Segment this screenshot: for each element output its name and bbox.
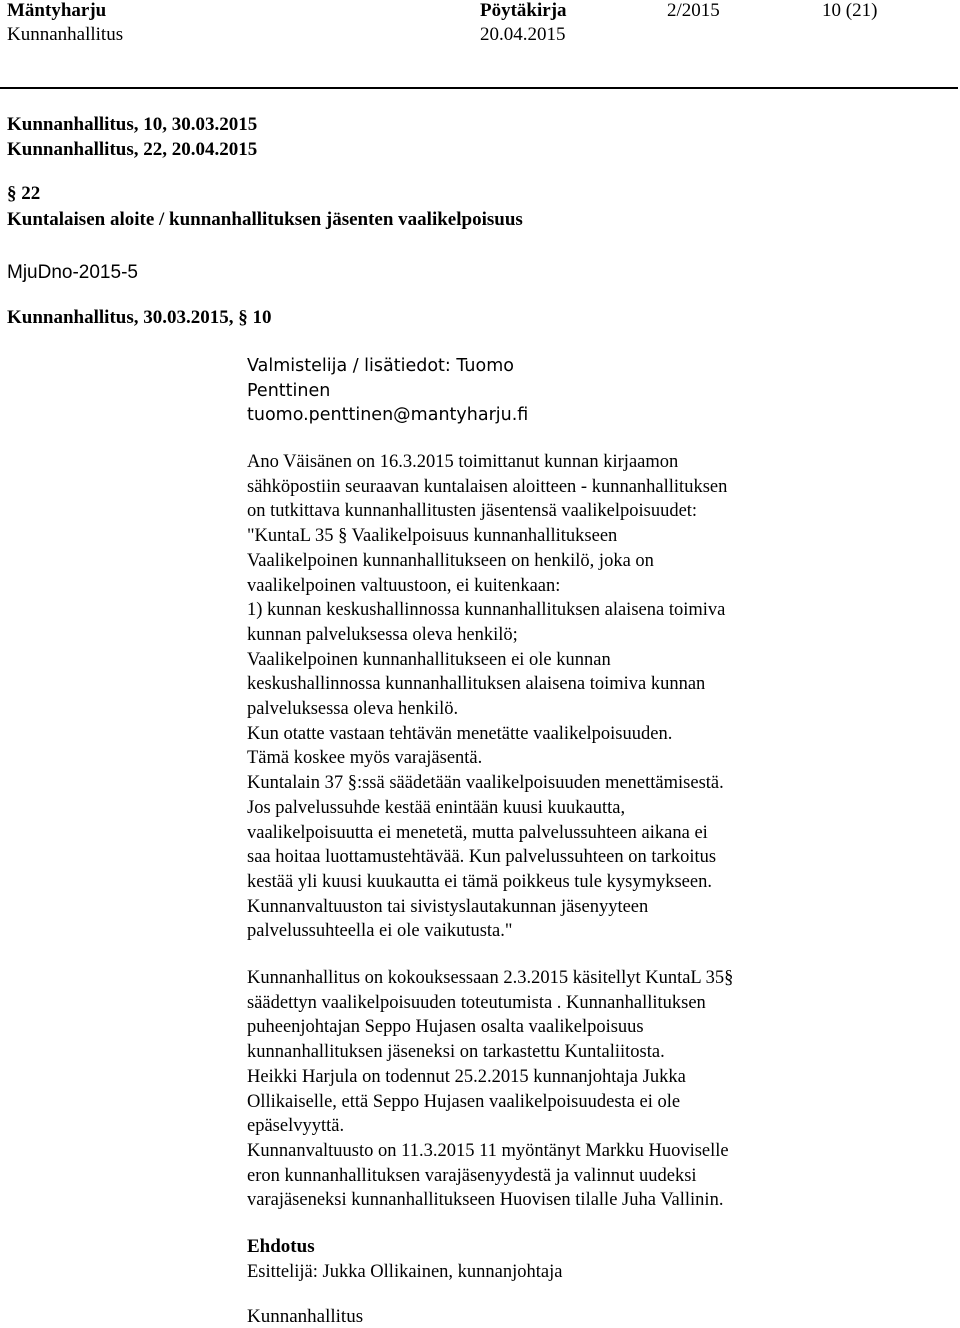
body-line: Kunnanvaltuuston tai sivistyslautakunnan jäsenyyteen xyxy=(247,896,649,917)
body-line: keskushallinnossa kunnanhallituksen alaisena toimiva kunnan xyxy=(247,674,706,695)
document-type: Pöytäkirja xyxy=(480,0,567,21)
body-line: Ano Väisänen on 16.3.2015 toimittanut kunnan kirjaamon xyxy=(247,452,679,472)
section-number: § 22 xyxy=(7,183,41,204)
document-header xyxy=(0,0,960,48)
history-line: Kunnanhallitus, 10, 30.03.2015 xyxy=(7,114,258,135)
body-line: Ollikaiselle, että Seppo Hujasen vaalikelpoisuudesta ei ole xyxy=(247,1091,681,1112)
document-date: 20.04.2015 xyxy=(480,24,566,45)
body-line: eron kunnanhallituksen varajäsenyydestä ja valinnut uudeksi xyxy=(247,1165,697,1186)
body-line: vaalikelpoisuutta ei menetetä, mutta palvelussuhteen aikana ei xyxy=(247,822,708,843)
case-description xyxy=(247,450,947,944)
body-line: Tämä koskee myös varajäsentä. xyxy=(247,748,483,769)
presenter-line: Esittelijä: Jukka Ollikainen, kunnanjohtaja xyxy=(247,1262,563,1282)
municipality-name: Mäntyharju xyxy=(7,0,107,21)
body-line: Kunnanvaltuusto on 11.3.2015 11 myöntänyt Markku Huoviselle xyxy=(247,1140,729,1161)
body-line: Vaalikelpoinen kunnanhallitukseen on henkilö, joka on xyxy=(247,550,654,571)
body-line: säädettyn vaalikelpoisuuden toteutumista . Kunnanhallituksen xyxy=(247,992,706,1013)
proposal-heading: Ehdotus xyxy=(247,1236,315,1257)
page-number: 10 (21) xyxy=(822,0,878,21)
body-line: kestää yli kuusi kuukautta ei tämä poikkeus tule kysymykseen. xyxy=(247,871,712,892)
body-line: Jos palvelussuhde kestää enintään kuusi kuukautta, xyxy=(247,797,626,818)
body-line: Kunnanhallitus on kokouksessaan 2.3.2015 käsitellyt KuntaL 35§ xyxy=(247,968,734,988)
body-line: "KuntaL 35 § Vaalikelpoisuus kunnanhallitukseen xyxy=(247,526,618,547)
body-line: 1) kunnan keskushallinnossa kunnanhallituksen alaisena toimiva xyxy=(247,600,726,621)
body-line: palveluksessa oleva henkilö. xyxy=(247,699,459,720)
decision-body-label: Kunnanhallitus xyxy=(247,1306,364,1327)
body-line: on tutkittava kunnanhallitusten jäsentensä vaalikelpoisuudet: xyxy=(247,501,698,522)
body-line: Heikki Harjula on todennut 25.2.2015 kunnanjohtaja Jukka xyxy=(247,1066,686,1087)
body-line: Vaalikelpoinen kunnanhallitukseen ei ole kunnan xyxy=(247,649,611,670)
body-line: palvelussuhteella ei ole vaikutusta." xyxy=(247,921,513,942)
body-line: saa hoitaa luottamustehtävää. Kun palvelussuhteen on tarkoitus xyxy=(247,847,717,868)
preparer-email: tuomo.penttinen@mantyharju.fi xyxy=(247,405,529,425)
body-name: Kunnanhallitus xyxy=(7,24,124,45)
reference-number: MjuDno-2015-5 xyxy=(7,262,138,283)
preparer-line: Valmistelija / lisätiedot: Tuomo xyxy=(247,356,514,376)
body-line: varajäseneksi kunnanhallitukseen Huovisen tilalle Juha Vallinin. xyxy=(247,1190,724,1211)
body-line: Kun otatte vastaan tehtävän menetätte vaalikelpoisuuden. xyxy=(247,723,673,744)
header-divider xyxy=(0,87,958,89)
preparer-info xyxy=(247,354,528,428)
section-title: Kuntalaisen aloite / kunnanhallituksen jäsenten vaalikelpoisuus xyxy=(7,209,523,230)
body-line: sähköpostiin seuraavan kuntalaisen aloitteen - kunnanhallituksen xyxy=(247,476,728,497)
body-line: vaalikelpoinen valtuustoon, ei kuitenkaan: xyxy=(247,575,561,596)
preparer-line: Penttinen xyxy=(247,380,331,401)
document-number: 2/2015 xyxy=(667,0,720,21)
body-line: epäselvyyttä. xyxy=(247,1116,345,1137)
meeting-heading: Kunnanhallitus, 30.03.2015, § 10 xyxy=(7,307,272,328)
body-line: Kuntalain 37 §:ssä säädetään vaalikelpoisuuden menettämisestä. xyxy=(247,773,724,794)
history-line: Kunnanhallitus, 22, 20.04.2015 xyxy=(7,139,258,160)
case-background xyxy=(247,966,947,1213)
body-line: kunnanhallituksen jäseneksi on tarkastettu Kuntaliitosta. xyxy=(247,1042,665,1063)
body-line: kunnan palveluksessa oleva henkilö; xyxy=(247,624,518,645)
body-line: puheenjohtajan Seppo Hujasen osalta vaalikelpoisuus xyxy=(247,1017,644,1038)
